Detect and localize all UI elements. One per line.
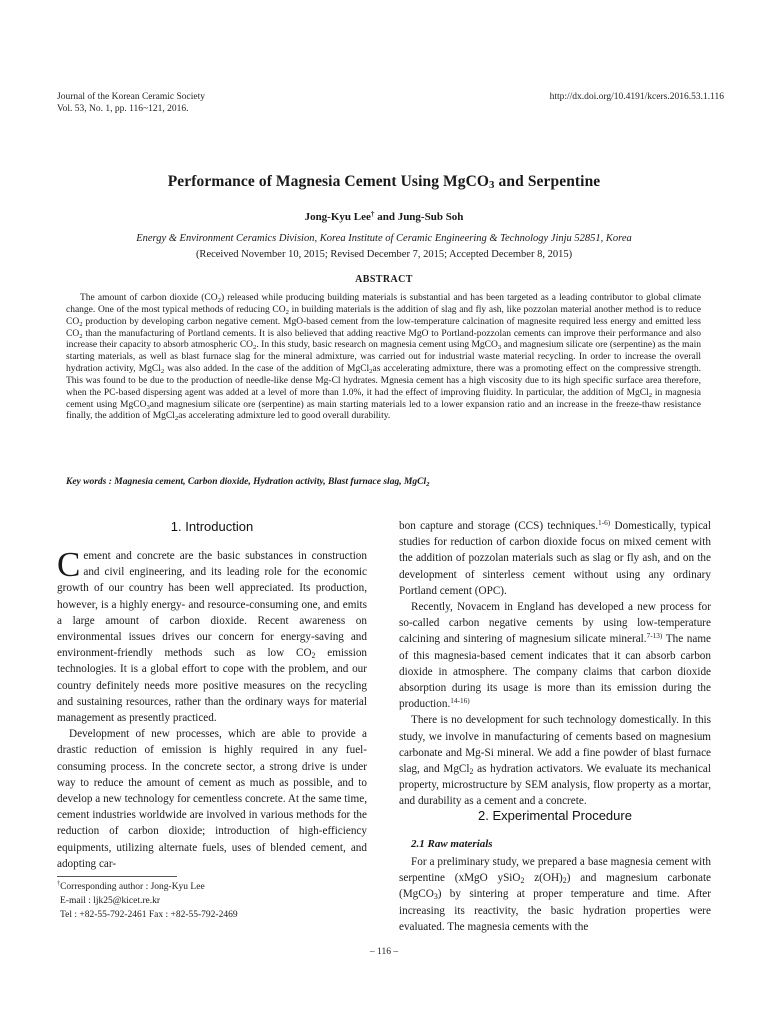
subsection-heading-raw-materials: 2.1 Raw materials <box>411 838 493 850</box>
subscript: 2 <box>520 876 525 886</box>
subscript: 2 <box>174 415 179 423</box>
doi-link[interactable]: http://dx.doi.org/10.4191/kcers.2016.53.1.116 <box>549 92 724 102</box>
paragraph-text: ) and magnesium carbonate (MgCO <box>399 872 712 901</box>
paragraph-text: The name of this magnesia-based cement indicates that it can absorb carbon dioxide in atmosphere. The company claims that carbon dioxide absorption during its usage is more than its emission during the production. <box>399 633 712 711</box>
subscript: 2 <box>217 297 221 304</box>
title-main: Performance of Magnesia Cement Using MgCO <box>167 173 490 190</box>
subscript: 2 <box>426 481 430 488</box>
section-heading-introduction: 1. Introduction <box>170 519 254 534</box>
right-column <box>399 518 711 810</box>
corresponding-mark: † <box>370 210 375 218</box>
corresponding-mark: † <box>57 881 61 887</box>
subscript: 2 <box>160 368 165 376</box>
section-heading-experimental: 2. Experimental Procedure <box>478 808 632 823</box>
paragraph-text: ) by sintering at proper temperature and time. After increasing its reactivity, the basic hydration properties were evaluated. The magnesia cements with the <box>399 888 711 933</box>
abstract-text: . In this study, basic research on magnesia cement using MgCO <box>256 340 498 351</box>
abstract-heading: ABSTRACT <box>355 274 413 285</box>
keywords-text: Key words : Magnesia cement, Carbon dioxide, Hydration activity, Blast furnace slag, MgCl <box>66 477 427 487</box>
subscript: 2 <box>253 344 257 352</box>
experimental-column <box>399 854 711 935</box>
title-tail: and Serpentine <box>494 173 601 190</box>
drop-cap: C <box>57 545 81 584</box>
page-number: – 116 – <box>369 947 399 957</box>
received-dates: (Received November 10, 2015; Revised December 7, 2015; Accepted December 8, 2015) <box>195 249 573 260</box>
paragraph-text: as hydration activators. We evaluate its mechanical property, microstructure by SEM analysis, flow property as a mortar, and durability as a cement and a concrete. <box>399 763 711 808</box>
footnote-divider <box>57 876 177 877</box>
left-column <box>57 545 368 872</box>
author-phone-fax: Tel : +82-55-792-2461 Fax : +82-55-792-2469 <box>60 910 238 920</box>
author-list <box>0 211 768 223</box>
subscript: 2 <box>285 308 289 316</box>
subscript: 3 <box>433 892 438 902</box>
abstract-text: The amount of carbon dioxide (CO <box>80 293 218 303</box>
subscript: 2 <box>469 767 474 777</box>
journal-citation <box>57 91 205 115</box>
paragraph-text: Recently, Novacem in England has developed a new process for so-called carbon negative cements by using low-temperature calcining and sintering of magnesium silicate mineral. <box>399 601 711 646</box>
paper-title <box>0 173 768 191</box>
reference-citation[interactable]: 1-6) <box>598 519 611 527</box>
paragraph-text: ement and concrete are the basic substances in construction and civil engineering, and its leading role for the economic growth of our country has been well appreciated. Its production, however, is a highly energy- and resource-consuming one, and emits a large amount of carbon dioxide. Recent awareness on environmental issues drives our concern for energy-saving and environment-friendly methods such as low CO <box>57 550 367 660</box>
abstract-text: ) released while producing building materials is substantial and has been targeted as a leading contributor to global climate change. One of the most typical methods of reducing CO <box>66 293 701 315</box>
keywords <box>66 477 706 487</box>
corresponding-author-text: Corresponding author : Jong-Kyu Lee <box>60 882 205 892</box>
corresponding-author <box>57 880 238 894</box>
abstract-body <box>66 293 701 423</box>
author-email[interactable]: E-mail : ljk25@kicet.re.kr <box>60 896 161 906</box>
paragraph-text: For a preliminary study, we prepared a base magnesia cement with serpentine (xMgO ySiO <box>399 856 711 885</box>
footnote <box>57 880 238 922</box>
title-subscript: 3 <box>489 179 495 191</box>
subscript: 2 <box>562 876 567 886</box>
abstract-text: and magnesium silicate ore (serpentine) as the main starting materials, as well as blast furnace slag for the mineral admixture, was carried out for industrial waste material recycling. In order to increase the overall hydration activity, MgCl <box>66 340 702 375</box>
subscript: 3 <box>497 344 502 352</box>
abstract-text: as accelerating admixture, there was a promoting effect on the compressive strength. This was found to be due to the production of needle-like dense Mg-Cl hydrates. Mgnesia cement has a high viscosity due to its high specific surface area therefore, when the PC-based dispersing agent was added at a level of more than 1.0%, it had the effect of improving fluidity. In particular, the addition of MgCl <box>66 364 701 398</box>
reference-citation[interactable]: 14-16) <box>450 697 470 706</box>
experimental-paragraph-1 <box>399 854 711 935</box>
abstract-text: in magnesia cement using MgCO <box>66 387 701 410</box>
subscript: 2 <box>311 651 316 661</box>
subscript: 2 <box>369 368 373 376</box>
affiliation: Energy & Environment Ceramics Division, Korea Institute of Ceramic Engineering & Technology Jinju 52851, Korea <box>136 233 632 244</box>
journal-name: Journal of the Korean Ceramic Society <box>57 92 205 102</box>
paragraph-text: There is no development for such technology domestically. In this study, we involve in manufacturing of cements based on magnesium carbonate and Mg-Si mineral. We add a fine powder of blast furnace slag, and MgCl <box>399 714 711 776</box>
intro-paragraph-4 <box>399 599 711 712</box>
abstract-text: and magnesium silicate ore (serpentine) as main starting materials led to a lower expansion ratio and an increase in the freeze-thaw resistance finally, the addition of MgCl <box>66 399 701 422</box>
paragraph-text: bon capture and storage (CCS) techniques. <box>399 520 599 532</box>
abstract-text: production by developing carbon negative cement. MgO-based cement from the low-temperature calcination of magnesite required less energy and emitted less CO <box>66 316 701 339</box>
intro-paragraph-1 <box>57 545 368 726</box>
author-2: and Jung-Sub Soh <box>374 211 464 223</box>
author-1: Jong-Kyu Lee <box>304 211 371 223</box>
reference-citation[interactable]: 7-13) <box>646 632 663 641</box>
intro-paragraph-5 <box>399 712 711 809</box>
intro-paragraph-3 <box>399 518 711 599</box>
abstract-text: as accelerating admixture led to good overall durability. <box>178 411 391 422</box>
subscript: 2 <box>79 320 83 328</box>
subscript: 2 <box>79 332 83 340</box>
subscript: 2 <box>648 391 653 399</box>
abstract-text: was also added. In the case of the addition of MgCl <box>164 364 370 375</box>
abstract-text: in building materials is the addition of slag and fly ash, like pozzolan material another method is to reduce CO <box>66 304 701 327</box>
paragraph-text: emission technologies. It is a global effort to cope with the problem, and our country definitely needs more positive measures on the recycling and sustaining resources, rather than the ordinary ways for material management as presently practiced. <box>57 647 368 725</box>
journal-volume: Vol. 53, No. 1, pp. 116~121, 2016. <box>57 104 189 114</box>
subscript: 3 <box>146 403 150 411</box>
abstract-text: than the manufacturing of Portland cements. It is also believed that adding reactive MgO to Portland-pozzolan cements can improve their performance and also increase their capacity to absorb atmospheric CO <box>66 328 701 351</box>
paragraph-text: z(OH) <box>524 872 563 885</box>
intro-paragraph-2: Development of new processes, which are able to provide a drastic reduction of emission is highly required in any fuel-consuming process. In the concrete sector, a strong drive is under way to reduce the amount of cement as much as possible, and to develop a new technology for cementless concrete. At the same time, cement industries worldwide are involved in various methods for the reduction of carbon dioxide; introduction of high-efficiency equipments, utilizing alternate fuels, uses of blended cement, and adopting car- <box>57 728 367 870</box>
paragraph-text: Domestically, typical studies for reduction of carbon dioxide focus on mixed cement with the addition of pozzolan materials such as slag or fly ash, and on the development of sinterless cement without using any ordinary Portland cement (OPC). <box>399 520 711 597</box>
